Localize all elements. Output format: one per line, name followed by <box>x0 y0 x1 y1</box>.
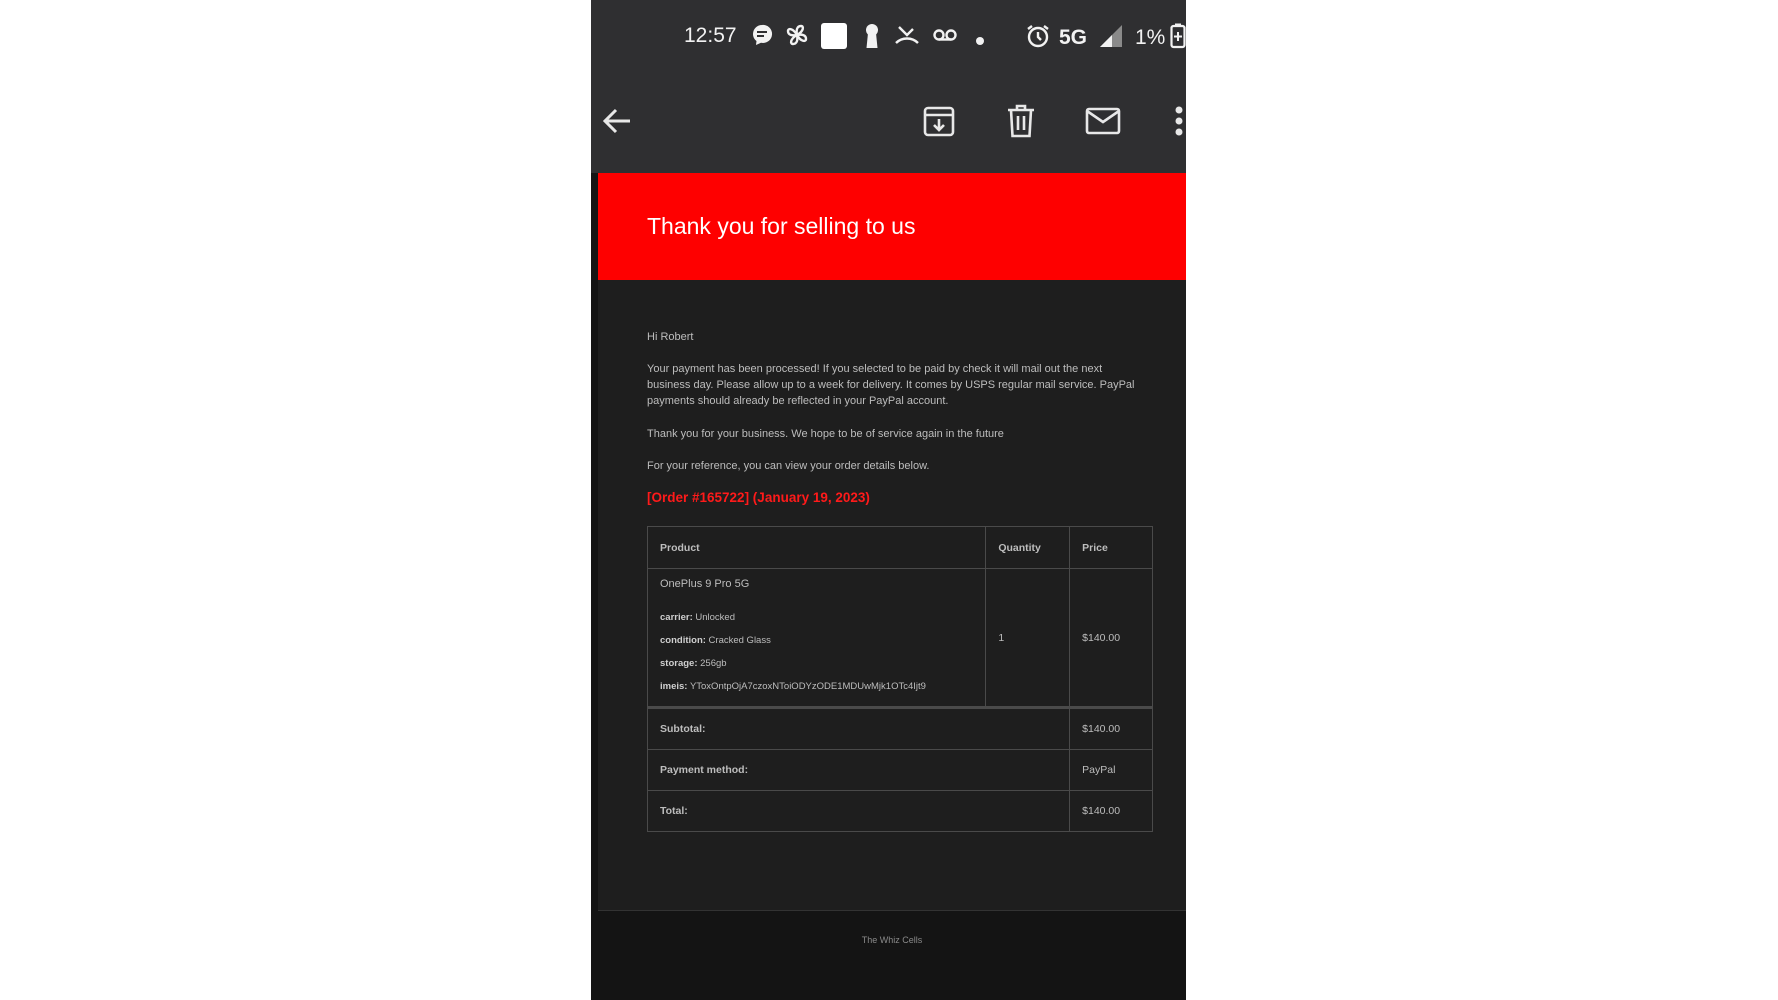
product-cell <box>648 569 986 708</box>
mail-icon <box>1085 106 1121 136</box>
square-icon <box>821 23 847 54</box>
email-body <box>598 280 1186 910</box>
delete-button[interactable] <box>999 99 1043 143</box>
reference-paragraph: For your reference, you can view your order details below. <box>647 460 930 472</box>
table-header-row <box>648 527 1153 569</box>
status-time: 12:57 <box>684 24 737 47</box>
more-icon <box>1174 105 1184 137</box>
back-button[interactable] <box>595 99 639 143</box>
status-bar <box>591 0 1186 75</box>
payment-paragraph: Your payment has been processed! If you selected to be paid by check it will mail out the next business day. Please allow up to a week for delivery. It comes by USPS regular mail service. PayPal payments should already be reflected in your PayPal account. <box>647 363 1135 407</box>
price-cell: $140.00 <box>1070 569 1153 708</box>
col-product: Product <box>648 527 986 569</box>
dot-icon <box>976 32 984 50</box>
subtotal-label: Subtotal: <box>648 708 1070 750</box>
meta-value: Unlocked <box>695 611 735 623</box>
payment-method-label: Payment method: <box>648 750 1070 791</box>
subtotal-row <box>648 708 1153 750</box>
email-toolbar <box>591 75 1186 173</box>
meta-key: storage: <box>660 657 698 669</box>
mark-unread-button[interactable] <box>1081 99 1125 143</box>
total-row <box>648 791 1153 832</box>
phone-screen <box>591 0 1186 1000</box>
table-row <box>648 569 1153 708</box>
product-name: OnePlus 9 Pro 5G <box>660 577 750 590</box>
keyhole-icon <box>864 23 880 54</box>
chat-icon <box>751 23 773 52</box>
meta-imeis <box>660 675 973 698</box>
payment-method-row <box>648 750 1153 791</box>
back-arrow-icon <box>602 106 632 136</box>
subtotal-value: $140.00 <box>1070 708 1153 750</box>
meta-value: Cracked Glass <box>708 634 771 646</box>
email-banner <box>598 173 1186 280</box>
footer-text: The Whiz Cells <box>861 935 923 945</box>
order-table <box>647 526 1153 832</box>
meta-storage <box>660 652 973 675</box>
delete-icon <box>1006 104 1036 138</box>
missed-call-icon <box>895 23 919 52</box>
meta-key: carrier: <box>660 611 693 623</box>
order-heading[interactable]: [Order #165722] (January 19, 2023) <box>647 490 870 505</box>
payment-method-value: PayPal <box>1070 750 1153 791</box>
battery-icon <box>1170 23 1186 54</box>
meta-key: condition: <box>660 634 706 646</box>
meta-key: imeis: <box>660 680 688 692</box>
meta-carrier <box>660 606 973 629</box>
meta-condition <box>660 629 973 652</box>
meta-value: YToxOntpOjA7czoxNToiODYzODE1MDUwMjk1OTc4Ijt9 <box>689 680 926 692</box>
network-type: 5G <box>1059 26 1088 49</box>
thanks-paragraph: Thank you for your business. We hope to be of service again in the future <box>647 428 1004 440</box>
col-price: Price <box>1070 527 1153 569</box>
col-quantity: Quantity <box>986 527 1070 569</box>
archive-button[interactable] <box>917 99 961 143</box>
archive-icon <box>922 104 956 138</box>
battery-percent: 1% <box>1135 26 1166 49</box>
voicemail-icon <box>932 23 958 52</box>
total-label: Total: <box>648 791 1070 832</box>
total-value: $140.00 <box>1070 791 1153 832</box>
alarm-icon <box>1025 23 1051 54</box>
banner-title: Thank you for selling to us <box>647 213 916 239</box>
email-footer <box>598 911 1186 1000</box>
more-options-button[interactable] <box>1157 99 1186 143</box>
quantity-cell: 1 <box>986 569 1070 708</box>
greeting: Hi Robert <box>647 331 694 343</box>
signal-icon <box>1100 25 1122 52</box>
meta-value: 256gb <box>700 657 727 669</box>
fan-icon <box>785 23 809 52</box>
